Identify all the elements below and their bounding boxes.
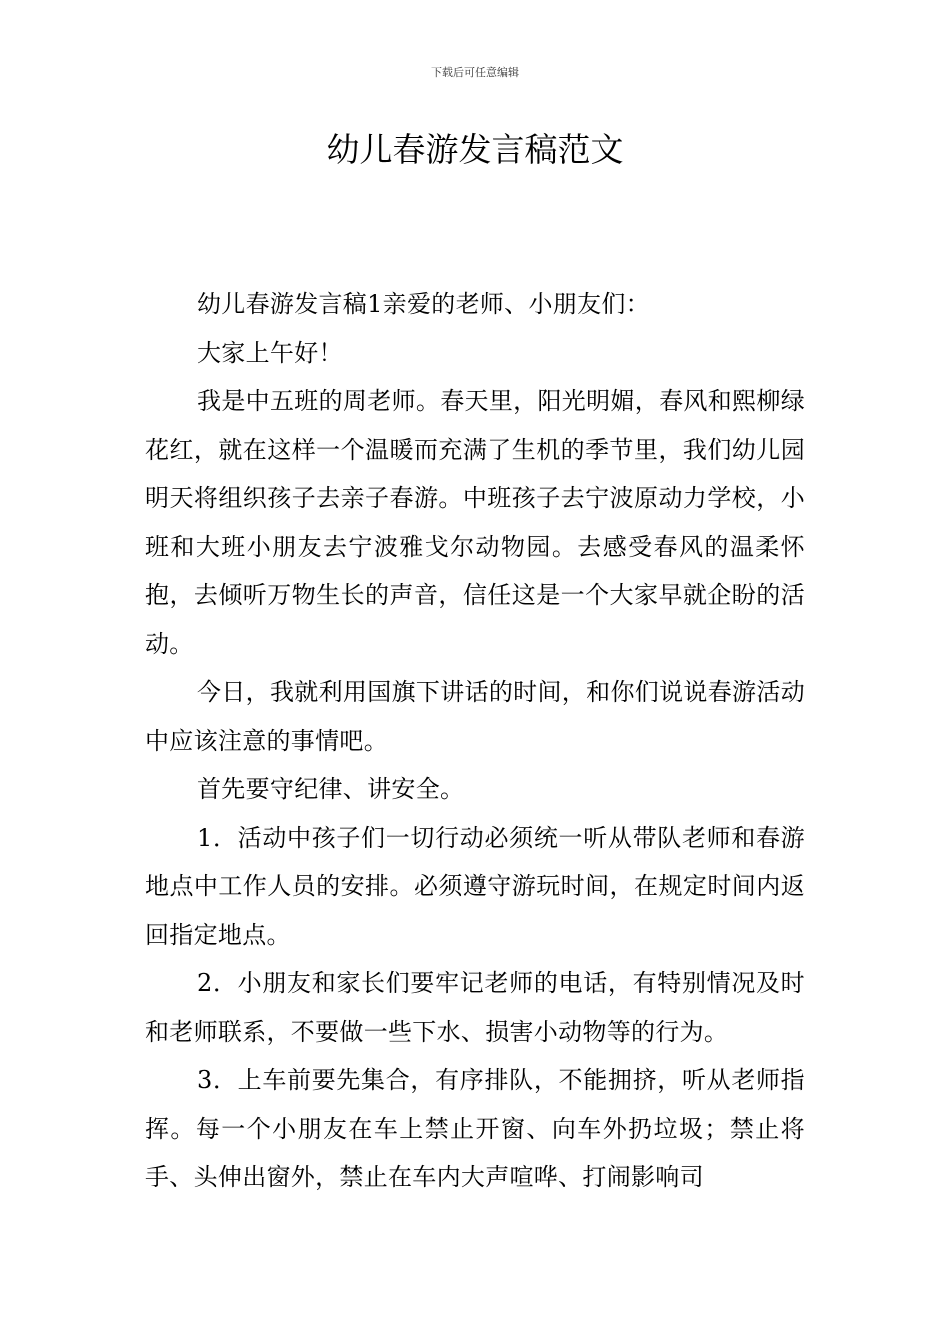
paragraph-first-point: 首先要守纪律、讲安全。 — [197, 775, 465, 803]
paragraph-greeting-line: 幼儿春游发言稿1亲爱的老师、小朋友们： — [197, 290, 650, 318]
paragraph-rule-2: 2．小朋友和家长们要牢记老师的电话，有特别情况及时和老师联系，不要做一些下水、损害小动物等的行为。 — [145, 969, 805, 1046]
document-title: 幼儿春游发言稿范文 — [326, 130, 624, 169]
paragraph-topic: 今日，我就利用国旗下讲话的时间，和你们说说春游活动中应该注意的事情吧。 — [145, 678, 805, 755]
document-body — [145, 280, 805, 1202]
paragraph-introduction: 我是中五班的周老师。春天里，阳光明媚，春风和熙柳绿花红，就在这样一个温暖而充满了生机的季节里，我们幼儿园明天将组织孩子去亲子春游。中班孩子去宁波原动力学校，小班和大班小朋友去宁波雅戈尔动物园。去感受春风的温柔怀抱，去倾听万物生长的声音，信任这是一个大家早就企盼的活动。 — [145, 387, 805, 658]
header-note: 下载后可任意编辑 — [431, 66, 519, 79]
paragraph-hello: 大家上午好！ — [197, 338, 343, 367]
paragraph-rule-1: 1．活动中孩子们一切行动必须统一听从带队老师和春游地点中工作人员的安排。必须遵守游玩时间，在规定时间内返回指定地点。 — [145, 823, 805, 949]
paragraph-rule-3: 3．上车前要先集合，有序排队，不能拥挤，听从老师指挥。每一个小朋友在车上禁止开窗、向车外扔垃圾；禁止将手、头伸出窗外，禁止在车内大声喧哗、打闹影响司 — [145, 1066, 805, 1191]
